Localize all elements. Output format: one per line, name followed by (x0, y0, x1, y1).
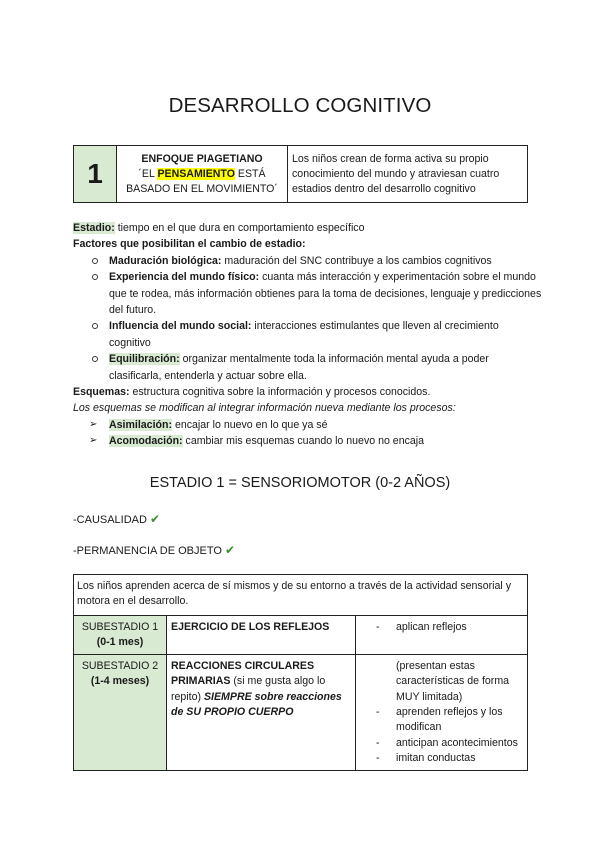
substage-name: REACCIONES CIRCULARES PRIMARIAS (171, 660, 315, 688)
list-item (374, 751, 525, 766)
quote-highlight: PENSAMIENTO (157, 167, 235, 180)
factor-text: organizar mentalmente toda la información mental ayuda a poder clasificarla, entenderla y actuar sobre ella. (109, 353, 489, 382)
proceso-term: Acomodación: (109, 435, 183, 448)
item-text: (presentan estas características de forma MUY limitada) (396, 660, 510, 703)
factor-text: interacciones estimulantes que lleven al crecimiento cognitivo (109, 320, 499, 349)
esquemas-term: Esquemas: (73, 386, 130, 399)
substage-label: SUBESTADIO 1 (81, 620, 159, 633)
esquemas-line (73, 384, 543, 400)
proceso-term: Asimilación: (109, 418, 172, 431)
list-item (374, 736, 525, 751)
causalidad-label: -CAUSALIDAD (73, 514, 147, 526)
check-icon: ✔ (225, 543, 236, 557)
estadio-line (73, 220, 543, 236)
dash-bullet: - (376, 736, 380, 749)
list-item (89, 433, 543, 449)
substage-emphasis: SIEMPRE sobre reacciones de SU PROPIO CUERPO (171, 690, 342, 719)
table-row (74, 615, 528, 655)
estadio-term: Estadio: (73, 222, 115, 234)
substage-range: (1-4 meses) (90, 675, 150, 688)
list-item (109, 253, 543, 269)
dash-bullet: - (376, 706, 380, 719)
quote-post: ESTÁ BASADO EN EL MOVIMIENTO´ (126, 167, 278, 195)
substage-table (73, 574, 528, 771)
enfoque-heading: ENFOQUE PIAGETIANO (141, 152, 263, 165)
factor-text: maduración del SNC contribuye a los cambios cognitivos (221, 254, 492, 267)
substage-cell (74, 655, 167, 771)
check-icon: ✔ (150, 512, 161, 526)
factor-text: cuanta más interacción y experimentación sobre el mundo que te rodea, más información obtienes para la toma de decisiones, lenguaje y predicciones del futuro. (109, 271, 542, 317)
enfoque-quote (117, 167, 287, 197)
substage-cell (74, 615, 167, 655)
substage-name-cell (167, 655, 356, 771)
piaget-box (73, 145, 528, 203)
item-text: imitan conductas (396, 751, 476, 764)
item-text: aplican reflejos (396, 620, 467, 633)
quote-pre: ´EL (138, 167, 158, 180)
table-row (74, 655, 528, 771)
factores-heading: Factores que posibilitan el cambio de estadio: (73, 238, 306, 251)
substage-items (356, 655, 528, 771)
arrow-bullet-icon: ➢ (89, 418, 98, 430)
factor-term: Equilibración: (109, 353, 180, 366)
substage-items (356, 615, 528, 655)
box-number: 1 (74, 146, 117, 203)
list-item (89, 417, 543, 433)
list-item (374, 620, 525, 635)
substage-paren: (si me gusta algo lo repito) (171, 675, 326, 703)
item-text: aprenden reflejos y los modifican (396, 706, 503, 734)
list-item (374, 659, 525, 705)
notes-body (73, 220, 543, 450)
procesos-list (73, 417, 543, 450)
esquemas-text: estructura cognitiva sobre la información y procesos conocidos. (129, 386, 431, 399)
permanencia-line (73, 543, 235, 557)
factor-term: Influencia del mundo social: (109, 320, 252, 333)
table-intro: Los niños aprenden acerca de sí mismos y de su entorno a través de la actividad sensorial y motora en el desarrollo. (74, 575, 528, 616)
substage-label: SUBESTADIO 2 (81, 660, 159, 673)
permanencia-label: -PERMANENCIA DE OBJETO (73, 545, 222, 557)
item-text: anticipan acontecimientos (396, 736, 518, 749)
factores-list (73, 253, 543, 384)
list-item (109, 318, 543, 351)
factor-term: Experiencia del mundo físico: (109, 271, 260, 284)
proceso-text: encajar lo nuevo en lo que ya sé (172, 418, 328, 431)
esquemas-note: Los esquemas se modifican al integrar información nueva mediante los procesos: (73, 402, 456, 415)
list-item (374, 705, 525, 736)
enfoque-cell (117, 146, 288, 203)
substage-name: EJERCICIO DE LOS REFLEJOS (167, 615, 356, 655)
list-item (109, 351, 543, 384)
estadio-text: tiempo en el que dura en comportamiento específico (114, 222, 365, 234)
factor-term: Maduración biológica: (109, 254, 222, 267)
causalidad-line (73, 512, 160, 526)
list-item (109, 269, 543, 318)
enfoque-description: Los niños crean de forma activa su propio conocimiento del mundo y atraviesan cuatro estadios dentro del desarrollo cognitivo (288, 146, 528, 203)
substage-range: (0-1 mes) (96, 635, 144, 648)
dash-bullet: - (376, 620, 380, 633)
arrow-bullet-icon: ➢ (89, 435, 98, 447)
dash-bullet: - (376, 751, 380, 764)
proceso-text: cambiar mis esquemas cuando lo nuevo no encaja (182, 435, 425, 448)
page-title: DESARROLLO COGNITIVO (168, 94, 432, 117)
stage-title: ESTADIO 1 = SENSORIOMOTOR (0-2 AÑOS) (149, 475, 451, 491)
